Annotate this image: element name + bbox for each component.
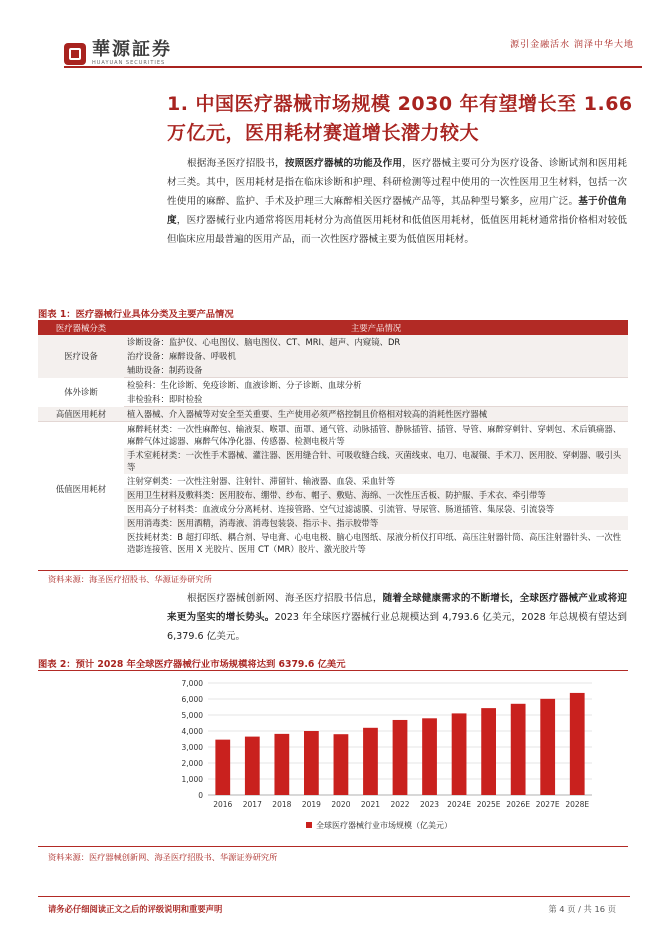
market-size-chart: [160, 673, 600, 843]
product-cell: 注射穿刺类：一次性注射器、注射针、滞留针、输液器、血袋、采血针等: [127, 476, 395, 486]
category-cell-low-value: 低值医用耗材: [55, 484, 107, 494]
header-divider: [64, 66, 642, 68]
y-tick-label: 5,000: [181, 711, 203, 720]
product-cell: 非检验科：即时检验: [124, 392, 628, 407]
y-tick-label: 3,000: [181, 743, 203, 752]
table-row: [38, 516, 628, 530]
paragraph-classification: [167, 154, 627, 249]
page-number: 第 4 页 / 共 16 页: [548, 904, 616, 914]
figure2-title-divider: [38, 670, 628, 671]
company-logo: [64, 40, 172, 67]
chart-legend: [306, 820, 452, 830]
bar-2021: [363, 728, 378, 795]
logo-icon: [64, 43, 86, 65]
x-tick-label: 2024E: [447, 800, 471, 809]
figure2-source: 资料来源：医疗器械创新网、海圣医疗招股书、华源证券研究所: [48, 852, 278, 862]
y-tick-label: 7,000: [181, 679, 203, 688]
x-tick-label: 2022: [390, 800, 410, 809]
bar-2019: [304, 731, 319, 795]
product-cell: 手术室耗材类：一次性手术器械、灌注器、医用缝合针、可吸收缝合线、灭菌线束、电刀、电凝镊、手术刀、医用胶、穿刺器、吸引头等: [124, 448, 628, 474]
product-cell: 医用高分子材料类：血液成分分离耗材、连接管路、空气过滤滤膜、引流管、导尿管、肠道插管、集尿袋、引流袋等: [127, 504, 555, 514]
table-row: [38, 502, 628, 516]
x-tick-label: 2020: [331, 800, 351, 809]
y-tick-label: 6,000: [181, 695, 203, 704]
x-tick-label: 2028E: [565, 800, 590, 809]
para2-text-1: 根据医疗器械创新网、海圣医疗招股书信息，: [187, 593, 383, 604]
bar-2020: [334, 734, 349, 795]
para2-text-2: 2023 年全球医疗器械行业总规模达到 4,793.6 亿美元，2028 年总规模有望达到 6,379.6 亿美元。: [167, 612, 627, 642]
page-header: [0, 0, 662, 78]
bar-2017: [245, 737, 260, 795]
legend-label: 全球医疗器械行业市场规模（亿美元）: [316, 821, 452, 830]
table-row: [38, 488, 628, 502]
para2-bold: 随着全球健康需求的不断增长，全球医疗器械产业或将迎来更为坚实的增长势头。: [167, 593, 628, 623]
para1-bold-2: 基于价值角度: [167, 196, 628, 226]
x-tick-label: 2026E: [506, 800, 531, 809]
bar-2028E: [570, 693, 585, 795]
section-title: 1. 中国医疗器械市场规模 2030 年有望增长至 1.66 万亿元，医用耗材赛道增长潜力较大: [167, 93, 633, 144]
chart-bars: [215, 693, 584, 795]
bar-2016: [215, 740, 230, 795]
x-tick-label: 2017: [242, 800, 262, 809]
product-cell: 医用消毒类：医用酒精，消毒液、消毒包装袋、指示卡、指示胶带等: [124, 516, 628, 530]
y-tick-label: 0: [198, 791, 203, 800]
bar-2025E: [481, 708, 496, 795]
chart-y-ticks: [182, 679, 204, 800]
x-tick-label: 2019: [301, 800, 321, 809]
product-cell: 医技耗材类：B 超打印纸、耦合剂、导电膏、心电电极、脑心电图纸、尿液分析仪打印纸、高压注射器针筒、高压注射器针头、一次性造影连接管、医用 X 光胶片、医用 CT（MR）胶片、激光胶片等: [127, 532, 622, 554]
x-tick-label: 2027E: [535, 800, 560, 809]
logo-english-name: HUAYUAN SECURITIES: [92, 60, 166, 66]
product-cell: 检验科：生化诊断、免疫诊断、血液诊断、分子诊断、血球分析: [127, 380, 362, 390]
footer-divider: [38, 896, 630, 897]
bar-2022: [393, 720, 408, 795]
bar-2026E: [511, 704, 526, 795]
classification-table: [38, 320, 628, 556]
product-cell: 麻醉耗材类：一次性麻醉包、输液泵、喉罩、面罩、通气管、动脉插管、静脉插管、插管、导管、麻醉穿刺针、穿刺包、术后镇痛器、麻醉气体过滤器、麻醉气体净化器、传感器、检测电极片等: [127, 424, 622, 446]
table1-title: 图表 1：医疗器械行业具体分类及主要产品情况: [38, 309, 234, 320]
chart-x-ticks: [213, 800, 589, 809]
product-cell: 治疗设备：麻醉设备、呼吸机: [124, 349, 628, 363]
table-header-products: 主要产品情况: [124, 320, 628, 335]
product-cell: 诊断设备：监护仪、心电图仪、脑电图仪、CT、MRI、超声、内窥镜、DR: [124, 335, 628, 349]
figure2-title: 图表 2：预计 2028 年全球医疗器械行业市场规模将达到 6379.6 亿美元: [38, 659, 346, 670]
category-cell-ivd: 体外诊断: [64, 387, 98, 397]
paragraph-market-size: [167, 589, 627, 646]
table-row: [38, 530, 628, 556]
table1-source: 资料来源：海圣医疗招股书、华源证券研究所: [48, 574, 212, 584]
x-tick-label: 2025E: [476, 800, 501, 809]
table-row: [38, 407, 628, 422]
y-tick-label: 2,000: [181, 759, 203, 768]
table-row: [38, 349, 628, 363]
x-tick-label: 2023: [419, 800, 440, 809]
x-tick-label: 2021: [360, 800, 381, 809]
x-tick-label: 2016: [213, 800, 233, 809]
legend-swatch: [306, 822, 312, 828]
para1-bold-1: 按照医疗器械的功能及作用: [284, 158, 403, 169]
table-row: [38, 363, 628, 378]
table-header-category: 医疗器械分类: [38, 320, 124, 335]
y-tick-label: 1,000: [181, 775, 203, 784]
table-row: [38, 378, 628, 393]
category-cell-high-value: 高值医用耗材: [38, 407, 124, 422]
table-row: [38, 335, 628, 349]
bar-2027E: [540, 699, 555, 795]
para1-text-1: 根据海圣医疗招股书，: [187, 158, 285, 169]
bar-2023: [422, 718, 437, 795]
footer-disclaimer: 请务必仔细阅读正文之后的评级说明和重要声明: [48, 904, 223, 914]
para1-text-3: ，医疗器械行业内通常将医用耗材分为高值医用耗材和低值医用耗材，低值医用耗材通常指价格相对较低但临床应用最普遍的医用产品，而一次性医疗器械主要为低值医用耗材。: [167, 215, 628, 245]
bar-2024E: [452, 713, 467, 795]
header-slogan: 源引金融活水 润泽中华大地: [510, 40, 634, 50]
product-cell: 辅助设备：制药设备: [124, 363, 628, 378]
product-cell: 植入器械、介入器械等对安全至关重要、生产使用必须严格控制且价格相对较高的消耗性医疗器械: [124, 407, 628, 422]
table-row: [38, 474, 628, 488]
figure2-bottom-divider: [38, 846, 628, 847]
category-cell-equipment: 医疗设备: [38, 335, 124, 378]
x-tick-label: 2018: [272, 800, 292, 809]
bar-2018: [274, 734, 289, 795]
table-row: [38, 392, 628, 407]
y-tick-label: 4,000: [181, 727, 203, 736]
para1-text-2: ，医疗器械主要可分为医疗设备、诊断试剂和医用耗材三类。其中，医用耗材是指在临床诊断和护理、科研检测等过程中使用的一次性医用卫生材料，包括一次性使用的麻醉、监护、手术及护理三大麻醉相关医疗器械产品等，其品种型号繁多，应用广泛。: [167, 158, 628, 207]
table1-bottom-divider: [38, 570, 628, 571]
logo-chinese-name: 華源証券: [92, 39, 172, 60]
product-cell: 医用卫生材料及敷料类：医用胶布、绷带、纱布、帽子、敷贴、海绵、一次性压舌板、防护服、手术衣、牵引带等: [124, 488, 628, 502]
table-row: [38, 422, 628, 449]
table-row: [38, 448, 628, 474]
